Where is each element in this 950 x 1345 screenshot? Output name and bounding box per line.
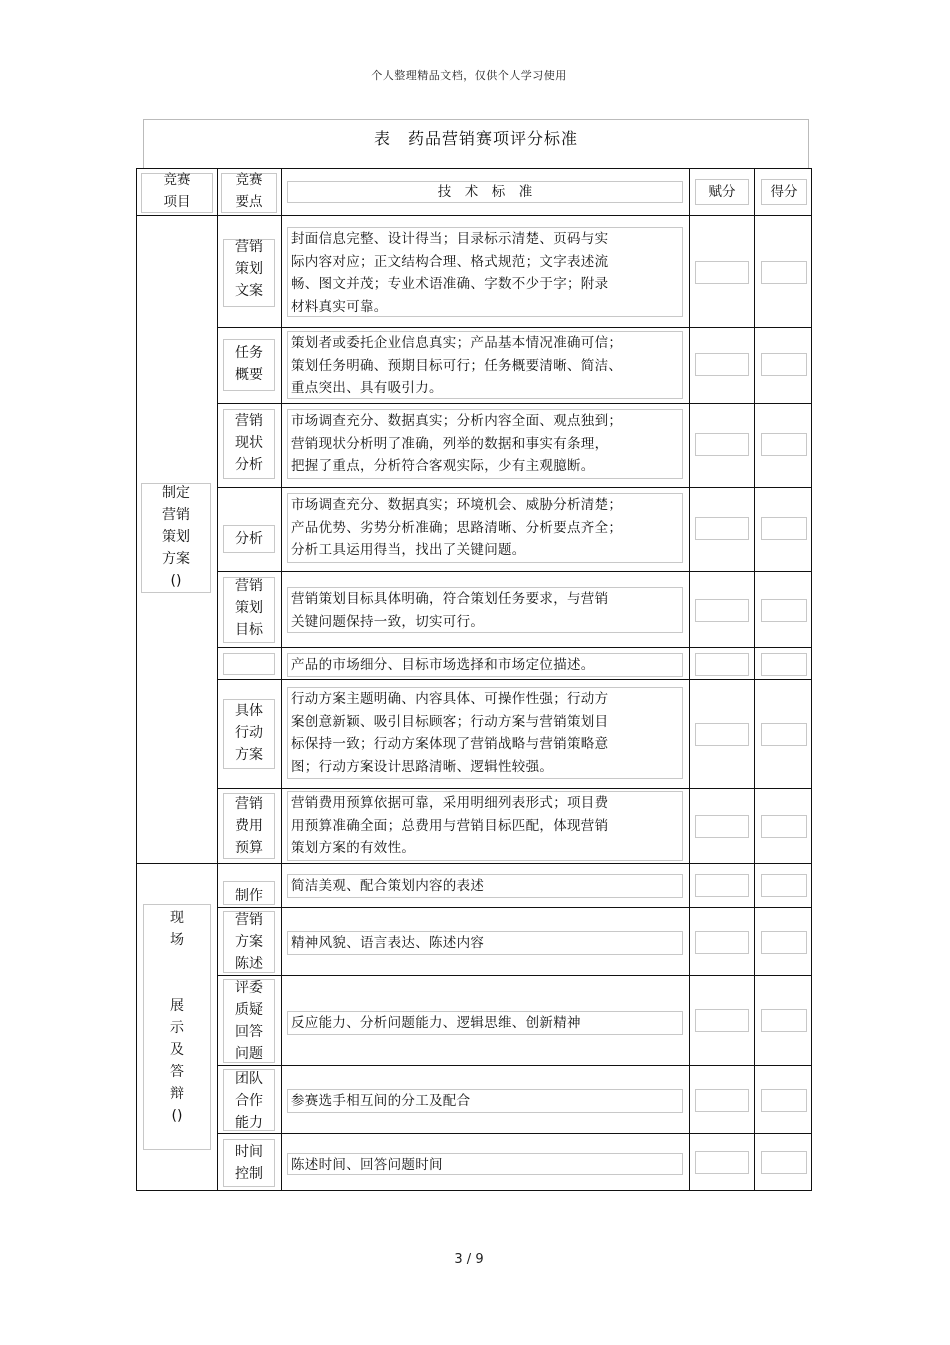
group-1-label: 制定 营销 策划 方案 () [162,485,190,589]
row-8-standard: 营销费用预算依据可靠，采用明细列表形式；项目费 用预算准确全面；总费用与营销目标匹配，体现营销 策划方案的有效性。 [287,791,683,861]
scoring-table [136,168,812,1191]
row-5-point: 营销 策划 目标 [235,578,263,638]
row-3-get-field[interactable] [761,433,807,456]
row-9-assign-field[interactable] [695,874,749,897]
row-13-standard: 陈述时间、回答问题时间 [287,1153,683,1175]
row-11-point: 评委 质疑 回答 问题 [235,980,263,1062]
header-project: 竞赛 项目 [163,172,191,210]
row-13-point: 时间 控制 [235,1144,263,1182]
row-2-point: 任务 概要 [235,345,263,383]
row-6-get-field[interactable] [761,653,807,676]
row-12-get-field[interactable] [761,1089,807,1112]
row-13-get-field[interactable] [761,1151,807,1174]
row-3-point: 营销 现状 分析 [235,413,263,473]
header-point: 竞赛 要点 [235,172,263,210]
row-2-assign-field[interactable] [695,353,749,376]
row-10-assign-field[interactable] [695,931,749,954]
row-2-standard: 策划者或委托企业信息真实；产品基本情况准确可信； 策划任务明确、预期目标可行；任务概要清晰、简洁、 重点突出、具有吸引力。 [287,331,683,399]
row-7-assign-field[interactable] [695,723,749,746]
row-1-get-field[interactable] [761,261,807,284]
row-4-get-field[interactable] [761,517,807,540]
row-11-assign-field[interactable] [695,1009,749,1032]
row-9-point: 制作 [235,888,263,904]
row-12-point: 团队 合作 能力 [235,1071,263,1131]
row-6-point-box [223,653,275,675]
row-12-assign-field[interactable] [695,1089,749,1112]
row-4-assign-field[interactable] [695,517,749,540]
row-1-point: 营销 策划 文案 [235,239,263,299]
row-13-assign-field[interactable] [695,1151,749,1174]
row-9-standard: 简洁美观、配合策划内容的表述 [287,874,683,898]
row-11-get-field[interactable] [761,1009,807,1032]
row-4-standard: 市场调查充分、数据真实；环境机会、威胁分析清楚； 产品优势、劣势分析准确；思路清晰、分析要点齐全； 分析工具运用得当，找出了关键问题。 [287,493,683,563]
row-4-point: 分析 [235,531,263,547]
header-standard: 技 术 标 准 [437,184,533,200]
row-7-standard: 行动方案主题明确、内容具体、可操作性强；行动方 案创意新颖、吸引目标顾客；行动方案与营销策划目 标保持一致；行动方案体现了营销战略与营销策略意 图；行动方案设计思路清晰、逻辑性较强。 [287,687,683,779]
row-6-standard: 产品的市场细分、目标市场选择和市场定位描述。 [287,653,683,677]
row-8-point: 营销 费用 预算 [235,796,263,856]
row-2-get-field[interactable] [761,353,807,376]
header-get: 得分 [770,184,798,200]
page-header-note: 个人整理精品文档，仅供个人学习使用 [371,69,567,82]
row-8-assign-field[interactable] [695,815,749,838]
row-10-get-field[interactable] [761,931,807,954]
row-3-assign-field[interactable] [695,433,749,456]
row-8-get-field[interactable] [761,815,807,838]
row-10-point: 营销 方案 陈述 [235,912,263,972]
row-3-standard: 市场调查充分、数据真实；分析内容全面、观点独到； 营销现状分析明了准确，列举的数据和事实有条理， 把握了重点，分析符合客观实际，少有主观臆断。 [287,409,683,479]
row-5-standard: 营销策划目标具体明确，符合策划任务要求，与营销 关键问题保持一致，切实可行。 [287,587,683,633]
row-7-get-field[interactable] [761,723,807,746]
row-9-get-field[interactable] [761,874,807,897]
row-5-assign-field[interactable] [695,599,749,622]
row-1-standard: 封面信息完整、设计得当；目录标示清楚、页码与实 际内容对应；正文结构合理、格式规范；文字表述流 畅、图文并茂；专业术语准确、字数不少于字；附录 材料真实可靠。 [287,227,683,317]
table-title: 表 药品营销赛项评分标准 [373,129,578,148]
row-6-assign-field[interactable] [695,653,749,676]
page-number: 3 / 9 [454,1252,484,1267]
row-5-get-field[interactable] [761,599,807,622]
row-1-assign-field[interactable] [695,261,749,284]
row-10-standard: 精神风貌、语言表达、陈述内容 [287,931,683,955]
row-11-standard: 反应能力、分析问题能力、逻辑思维、创新精神 [287,1011,683,1035]
row-12-standard: 参赛选手相互间的分工及配合 [287,1089,683,1113]
table-title-box [143,119,809,168]
row-7-point: 具体 行动 方案 [235,703,263,763]
group-2-label: 现 场 展 示 及 答 辩 () [170,910,184,1124]
header-assign: 赋分 [708,184,736,200]
